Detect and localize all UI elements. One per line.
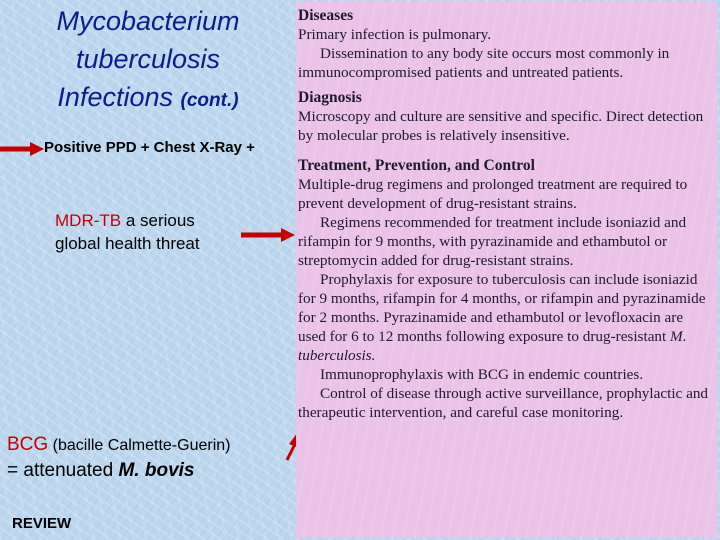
bcg-line-2-prefix: = attenuated bbox=[7, 460, 119, 481]
mdr-line-1-rest: a serious bbox=[121, 211, 195, 230]
slide-title bbox=[8, 2, 288, 120]
mdr-tb-term: MDR-TB bbox=[55, 211, 122, 230]
ppd-label: Positive PPD + Chest X-Ray + bbox=[44, 139, 255, 156]
treatment-text-3-organism: M. tuberculosis. bbox=[298, 328, 687, 364]
treatment-text-4: Immunoprophylaxis with BCG in endemic countries. bbox=[320, 366, 644, 383]
treatment-text-3 bbox=[298, 270, 711, 365]
treatment-text-3-body: Prophylaxis for exposure to tuberculosis can include isoniazid for 9 months, rifampin for 4 months, or rifampin and pyrazinamide for 2 months. Pyrazinamide and ethambutol or levofloxacin are used for 6 to 12 months following exposure to drug-resistant bbox=[298, 271, 706, 345]
diseases-text-2: Dissemination to any body site occurs most commonly in immunocompromised patients and untreated patients. bbox=[298, 45, 670, 81]
treatment-text-1: Multiple-drug regimens and prolonged treatment are required to prevent development of drug-resistant strains. bbox=[298, 176, 688, 212]
title-line-2: tuberculosis bbox=[75, 44, 221, 74]
arrow-ppd-icon bbox=[0, 141, 44, 157]
bcg-term: BCG bbox=[7, 434, 49, 455]
title-line-3 bbox=[8, 78, 288, 120]
mdr-line-1 bbox=[55, 209, 200, 232]
diseases-heading: Diseases bbox=[298, 7, 354, 24]
textbook-excerpt bbox=[296, 2, 717, 538]
bcg-line-2 bbox=[7, 458, 230, 484]
title-cont: (cont.) bbox=[180, 90, 239, 111]
treatment-text-2: Regimens recommended for treatment include isoniazid and rifampin for 9 months, with pyrazinamide and ethambutol or streptomycin added for drug-resistant strains. bbox=[298, 214, 687, 269]
diagnosis-text: Microscopy and culture are sensitive and specific. Direct detection by molecular probes is relatively insensitive. bbox=[298, 108, 704, 144]
mdr-line-2: global health threat bbox=[55, 234, 200, 253]
treatment-heading: Treatment, Prevention, and Control bbox=[298, 157, 535, 174]
bcg-line-1 bbox=[7, 433, 230, 458]
diseases-text-1: Primary infection is pulmonary. bbox=[298, 26, 492, 43]
mdr-note bbox=[55, 209, 200, 255]
title-infections: Infections bbox=[57, 82, 173, 112]
title-line-1: Mycobacterium bbox=[56, 6, 240, 36]
bcg-note bbox=[7, 433, 230, 484]
treatment-text-5: Control of disease through active surveillance, prophylactic and therapeutic intervention, and careful case monitoring. bbox=[298, 385, 709, 421]
diagnosis-heading: Diagnosis bbox=[298, 89, 362, 106]
arrow-mdr-icon bbox=[241, 227, 295, 243]
review-label: REVIEW bbox=[12, 515, 72, 532]
bcg-organism: M. bovis bbox=[118, 460, 195, 481]
bcg-expansion: (bacille Calmette-Guerin) bbox=[48, 437, 231, 454]
